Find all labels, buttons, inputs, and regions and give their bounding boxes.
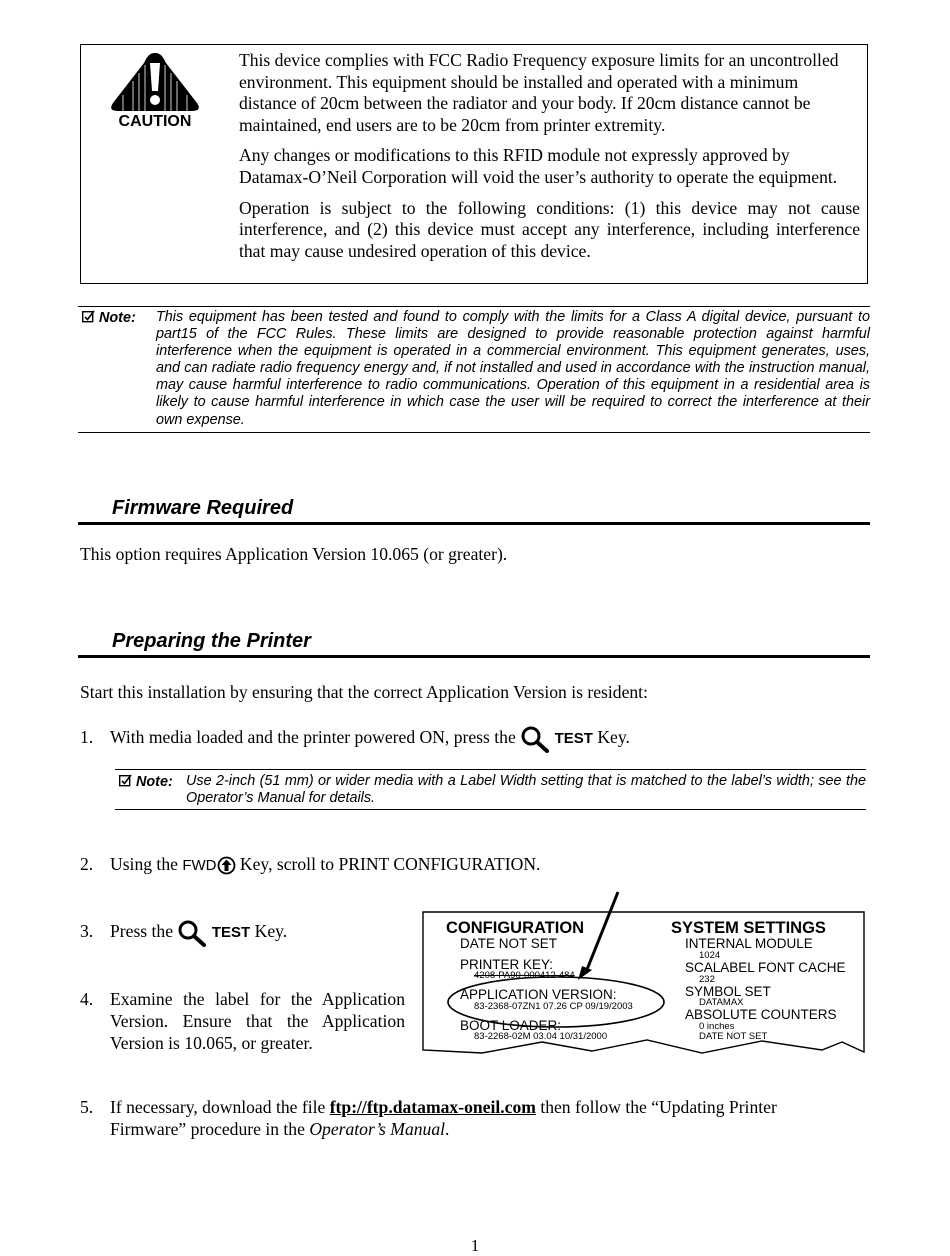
- step-number: 4.: [80, 989, 94, 1009]
- step-text: If necessary, download the file: [110, 1097, 326, 1117]
- note-label-text: Note:: [136, 774, 173, 790]
- step-number: 3.: [80, 921, 94, 941]
- step-text: then follow the “Updating Printer Firmware” procedure in the: [110, 1097, 777, 1139]
- step-text: Key, scroll to PRINT CONFIGURATION.: [239, 854, 541, 874]
- magnifier-icon: [177, 919, 207, 947]
- step-text: Key.: [254, 921, 288, 941]
- note-label: [82, 310, 136, 326]
- step-text: .: [445, 1119, 450, 1139]
- checkbox-checked-icon: [82, 310, 95, 323]
- caution-text: [239, 50, 860, 271]
- config-item: DATE NOT SET: [460, 936, 558, 951]
- config-value: 1024: [699, 950, 721, 961]
- step-number: 2.: [80, 854, 94, 874]
- config-item: SYMBOL SET: [685, 984, 771, 999]
- caution-paragraph: Any changes or modifications to this RFID module not expressly approved by Datamax-O’Neil Corporation will void the user’s authority to operate the equipment.: [239, 145, 838, 187]
- step-number: 5.: [80, 1097, 94, 1117]
- test-key-label: TEST: [211, 924, 251, 941]
- step-text: Key.: [597, 727, 630, 747]
- step-5: [110, 1096, 830, 1140]
- fwd-key-label: FWD: [182, 857, 217, 874]
- caution-paragraph: This device complies with FCC Radio Frequency exposure limits for an uncontrolled environment. This equipment should be installed and operated with a minimum distance of 20cm between the radiator and your body. If 20cm distance cannot be maintained, end users are to be 20cm from printer extremity.: [239, 50, 839, 135]
- step-text: Press the: [110, 921, 174, 941]
- config-item: SCALABEL FONT CACHE: [685, 960, 846, 975]
- config-item: ABSOLUTE COUNTERS: [685, 1007, 837, 1022]
- config-value: DATAMAX: [699, 997, 744, 1008]
- test-key-label: TEST: [554, 730, 593, 747]
- config-heading: CONFIGURATION: [446, 919, 585, 937]
- step-3: [110, 916, 287, 948]
- note-body: Use 2-inch (51 mm) or wider media with a Label Width setting that is matched to the label’s width; see the Operator’s Manual for details.: [186, 773, 866, 807]
- caution-box: [80, 44, 868, 284]
- step-1: [110, 722, 630, 754]
- step-number: 1.: [80, 727, 94, 747]
- section-rule: [78, 522, 870, 525]
- config-item: PRINTER KEY:: [460, 957, 554, 972]
- step-2: [110, 849, 540, 881]
- config-value: 4208-PA90-000412-484: [474, 970, 575, 981]
- manual-title: Operator’s Manual: [309, 1119, 446, 1139]
- config-heading: SYSTEM SETTINGS: [671, 919, 826, 937]
- config-value: 0 inches: [699, 1021, 735, 1032]
- magnifier-icon: [520, 725, 550, 753]
- caution-label: CAUTION: [118, 113, 192, 130]
- media-note: [115, 769, 866, 810]
- config-item: BOOT LOADER:: [460, 1018, 562, 1033]
- note-label: [119, 774, 173, 790]
- step-text: With media loaded and the printer powered ON, press the: [110, 727, 516, 747]
- preparing-intro: Start this installation by ensuring that the correct Application Version is resident:: [80, 682, 648, 702]
- section-heading-firmware: Firmware Required: [112, 497, 294, 519]
- configuration-label-figure: [422, 890, 868, 1062]
- warning-triangle-icon: [103, 51, 207, 113]
- checkbox-checked-icon: [119, 774, 132, 787]
- section-heading-preparing: Preparing the Printer: [112, 630, 311, 652]
- page-number: 1: [470, 1236, 480, 1255]
- config-item: APPLICATION VERSION:: [460, 987, 617, 1002]
- note-body: This equipment has been tested and found to comply with the limits for a Class A digital device, pursuant to part15 of the FCC Rules. These limits are designed to provide reasonable protection against harmful interference when the equipment is operated in a commercial environment. This equipment generates, uses, and can radiate radio frequency energy and, if not installed and used in accordance with the instruction manual, may cause harmful interference to radio communications. Operation of this equipment in a residential area is likely to cause harmful interference in which case the user will be required to correct the interference at their own expense.: [156, 309, 870, 428]
- up-arrow-circle-icon: [217, 856, 236, 875]
- config-value: DATE NOT SET: [699, 1031, 768, 1042]
- firmware-text: This option requires Application Version 10.065 (or greater).: [80, 544, 508, 564]
- config-value: 83-2368-07ZN1 07.26 CP 09/19/2003: [474, 1001, 633, 1012]
- fcc-note: [78, 306, 870, 433]
- caution-paragraph: Operation is subject to the following conditions: (1) this device may not cause interference, and (2) this device must accept any interference, including interference that may cause undesired operation of this device.: [239, 197, 860, 261]
- caution-symbol: [103, 51, 207, 130]
- note-label-text: Note:: [99, 310, 136, 326]
- step-4: Examine the label for the Application Version. Ensure that the Application Version is 10.065, or greater.: [110, 989, 405, 1053]
- config-item: INTERNAL MODULE: [685, 936, 813, 951]
- step-text: Using the: [110, 854, 178, 874]
- config-value: 232: [699, 974, 715, 985]
- config-value: 83-2268-02M 03.04 10/31/2000: [474, 1031, 608, 1042]
- ftp-link[interactable]: ftp://ftp.datamax-oneil.com: [329, 1097, 536, 1117]
- section-rule: [78, 655, 870, 658]
